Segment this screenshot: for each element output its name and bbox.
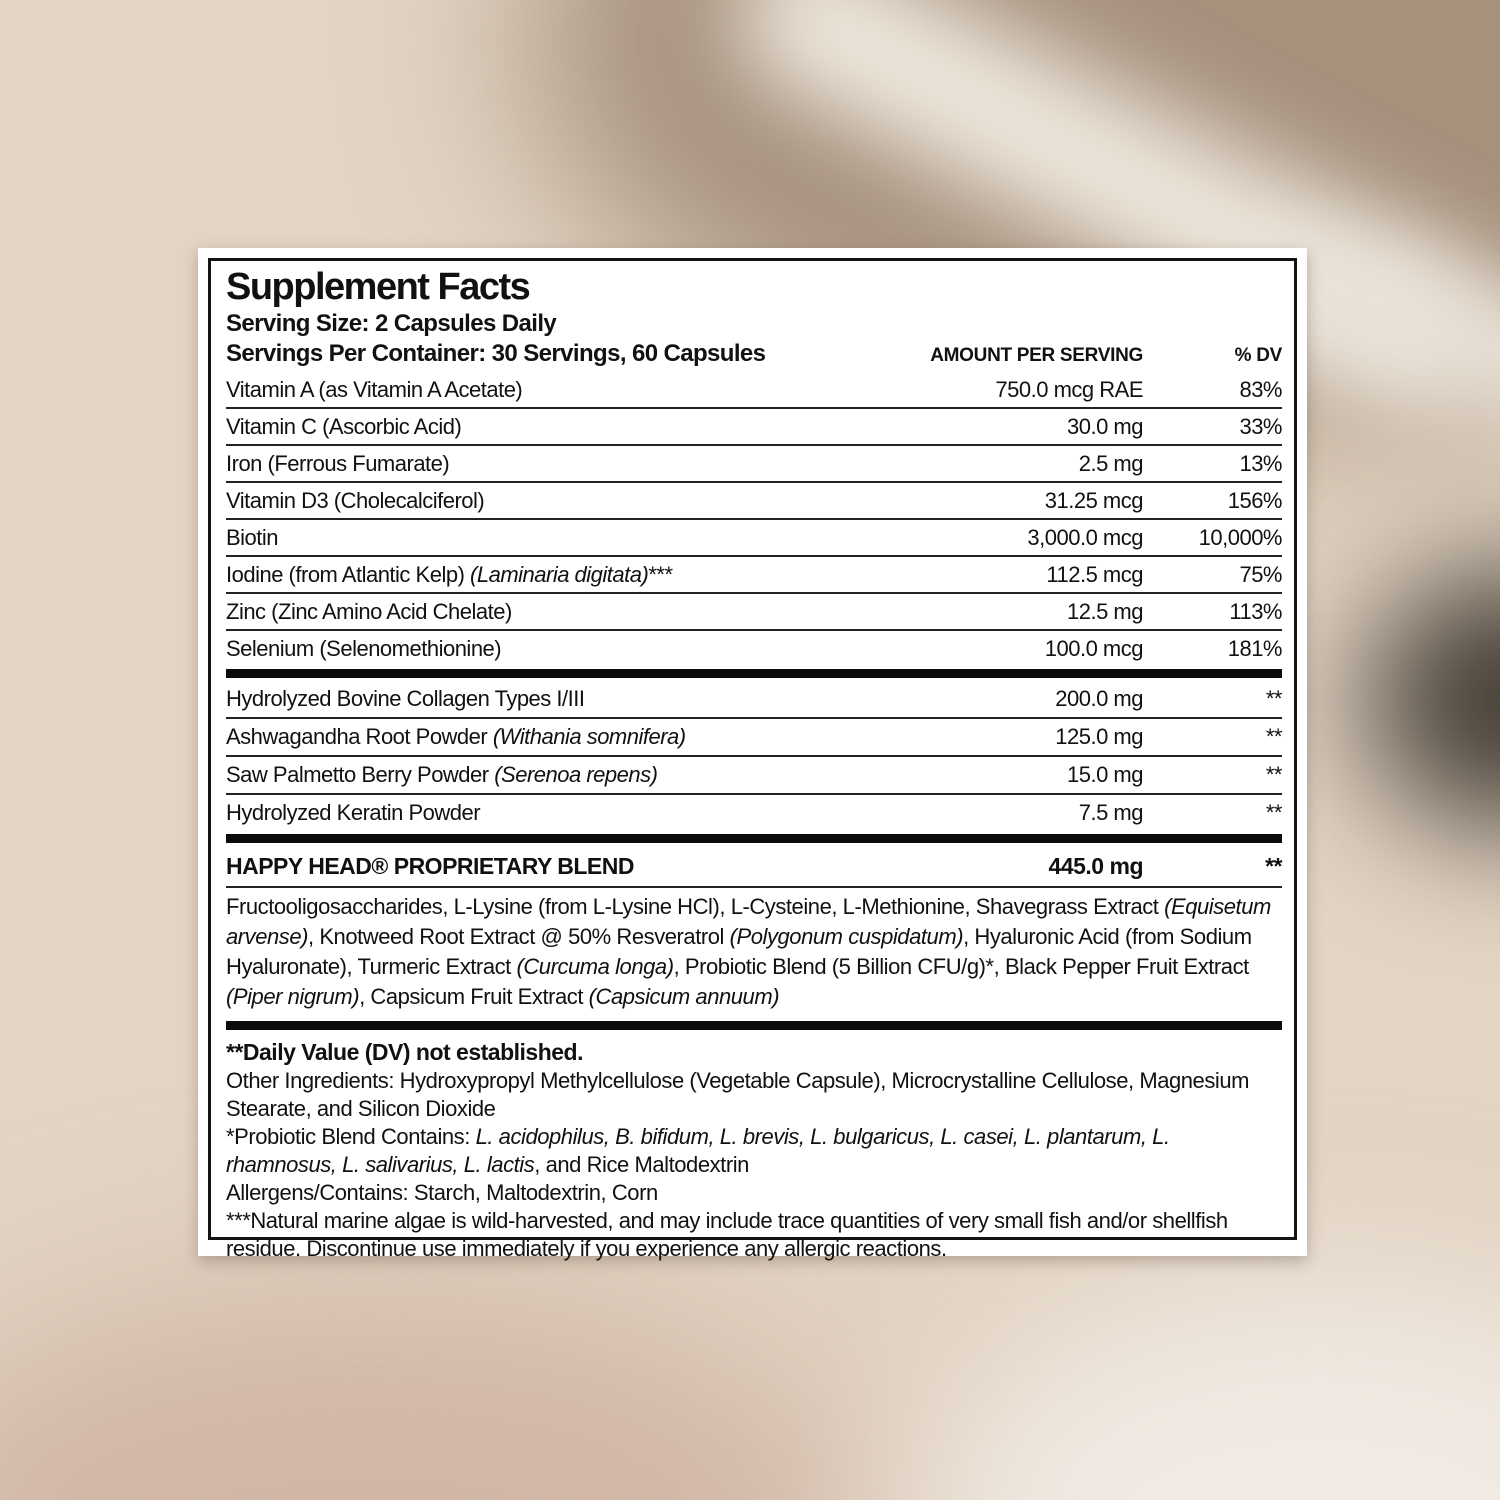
panel-title: Supplement Facts bbox=[226, 266, 530, 308]
table-row bbox=[226, 795, 1282, 831]
table-row bbox=[226, 757, 1282, 795]
background-mauve-blur bbox=[0, 1290, 860, 1500]
nutrient-amount: 30.0 mg bbox=[1067, 413, 1143, 439]
table-row bbox=[226, 409, 1282, 446]
supplement-facts-panel bbox=[208, 258, 1297, 1261]
table-row bbox=[226, 719, 1282, 757]
ingredient-name: Saw Palmetto Berry Powder (Serenoa repens) bbox=[226, 762, 658, 787]
nutrient-name: Vitamin A (as Vitamin A Acetate) bbox=[226, 376, 523, 402]
ingredient-dv: ** bbox=[1265, 686, 1282, 711]
percent-dv-header: % DV bbox=[1234, 345, 1282, 366]
ingredient-name: Hydrolyzed Keratin Powder bbox=[226, 800, 481, 825]
blend-ingredients-paragraph: Fructooligosaccharides, L-Lysine (from L-Lysine HCl), L-Cysteine, L-Methionine, Shavegrass Extract (Equisetum arvense), Knotweed Root Extract @ 50% Resveratrol (Polygonum cuspidatum), Hyaluronic Acid (from Sodium Hyaluronate), Turmeric Extract (Curcuma longa), Probiotic Blend (5 Billion CFU/g)*, Black Pepper Fruit Extract (Piper nigrum), Capsicum Fruit Extract (Capsicum annuum) bbox=[226, 894, 1271, 1009]
ingredient-name: Ashwagandha Root Powder (Withania somnifera) bbox=[226, 724, 686, 749]
blend-dv: ** bbox=[1265, 852, 1282, 879]
proprietary-blend-row bbox=[226, 846, 1282, 888]
nutrient-dv: 13% bbox=[1239, 450, 1282, 476]
table-row bbox=[226, 594, 1282, 631]
marine-algae-disclaimer: ***Natural marine algae is wild-harvested, and may include trace quantities of very small fish and/or shellfish residue. Discontinue use immediately if you experience any allergic reactions. bbox=[226, 1208, 1228, 1261]
nutrient-dv: 113% bbox=[1229, 598, 1282, 624]
daily-value-footnote: **Daily Value (DV) not established. bbox=[226, 1039, 583, 1065]
ingredient-dv: ** bbox=[1265, 800, 1282, 825]
amount-per-serving-header: AMOUNT PER SERVING bbox=[930, 345, 1143, 366]
table-row bbox=[226, 446, 1282, 483]
nutrient-name: Zinc (Zinc Amino Acid Chelate) bbox=[226, 598, 512, 624]
ingredient-amount: 200.0 mg bbox=[1055, 686, 1143, 711]
section-divider-bar bbox=[226, 1021, 1282, 1030]
servings-per-container-line: Servings Per Container: 30 Servings, 60 Capsules bbox=[226, 340, 766, 367]
nutrient-dv: 83% bbox=[1239, 376, 1282, 402]
probiotic-blend-text: *Probiotic Blend Contains: L. acidophilus, B. bifidum, L. brevis, L. bulgaricus, L. casei, L. plantarum, L. rhamnosus, L. salivarius, L. lactis, and Rice Maltodextrin bbox=[226, 1124, 1170, 1177]
nutrient-name: Selenium (Selenomethionine) bbox=[226, 635, 502, 661]
nutrient-amount: 750.0 mcg RAE bbox=[995, 376, 1143, 402]
nutrient-name: Biotin bbox=[226, 524, 279, 550]
ingredient-amount: 15.0 mg bbox=[1067, 762, 1143, 787]
table-row bbox=[226, 631, 1282, 666]
nutrient-amount: 112.5 mcg bbox=[1046, 561, 1143, 587]
table-row bbox=[226, 557, 1282, 594]
ingredient-dv: ** bbox=[1265, 724, 1282, 749]
table-row bbox=[226, 372, 1282, 409]
nutrient-name: Iodine (from Atlantic Kelp) (Laminaria digitata)*** bbox=[226, 561, 673, 587]
table-row bbox=[226, 520, 1282, 557]
ingredient-dv: ** bbox=[1265, 762, 1282, 787]
background-dark-blur bbox=[1365, 570, 1500, 830]
ingredient-name: Hydrolyzed Bovine Collagen Types I/III bbox=[226, 686, 585, 711]
serving-size-line: Serving Size: 2 Capsules Daily bbox=[226, 310, 557, 337]
nutrient-name: Vitamin D3 (Cholecalciferol) bbox=[226, 487, 485, 513]
ingredient-amount: 125.0 mg bbox=[1055, 724, 1143, 749]
nutrient-amount: 3,000.0 mcg bbox=[1027, 524, 1143, 550]
nutrient-name: Iron (Ferrous Fumarate) bbox=[226, 450, 450, 476]
blend-amount: 445.0 mg bbox=[1048, 852, 1143, 879]
nutrient-dv: 33% bbox=[1239, 413, 1282, 439]
nutrient-amount: 100.0 mcg bbox=[1044, 635, 1143, 661]
supplement-label-sheet bbox=[198, 248, 1307, 1261]
nutrient-dv: 156% bbox=[1227, 487, 1282, 513]
nutrient-amount: 31.25 mcg bbox=[1044, 487, 1143, 513]
nutrient-amount: 12.5 mg bbox=[1067, 598, 1143, 624]
background-light-blur bbox=[930, 1280, 1500, 1500]
ingredient-amount: 7.5 mg bbox=[1078, 800, 1143, 825]
nutrient-dv: 181% bbox=[1227, 635, 1282, 661]
table-header-row bbox=[226, 339, 1282, 372]
nutrient-name: Vitamin C (Ascorbic Acid) bbox=[226, 413, 462, 439]
other-ingredients-text: Other Ingredients: Hydroxypropyl Methylcellulose (Vegetable Capsule), Microcrystalline Cellulose, Magnesium Stearate, and Silicon Dioxide bbox=[226, 1068, 1249, 1121]
table-row bbox=[226, 681, 1282, 719]
blend-name: HAPPY HEAD® PROPRIETARY BLEND bbox=[226, 852, 634, 879]
allergens-text: Allergens/Contains: Starch, Maltodextrin, Corn bbox=[226, 1180, 658, 1205]
nutrient-dv: 10,000% bbox=[1198, 524, 1282, 550]
table-row bbox=[226, 483, 1282, 520]
section-divider-bar bbox=[226, 669, 1282, 678]
nutrient-dv: 75% bbox=[1239, 561, 1282, 587]
nutrient-amount: 2.5 mg bbox=[1078, 450, 1143, 476]
section-divider-bar bbox=[226, 834, 1282, 843]
